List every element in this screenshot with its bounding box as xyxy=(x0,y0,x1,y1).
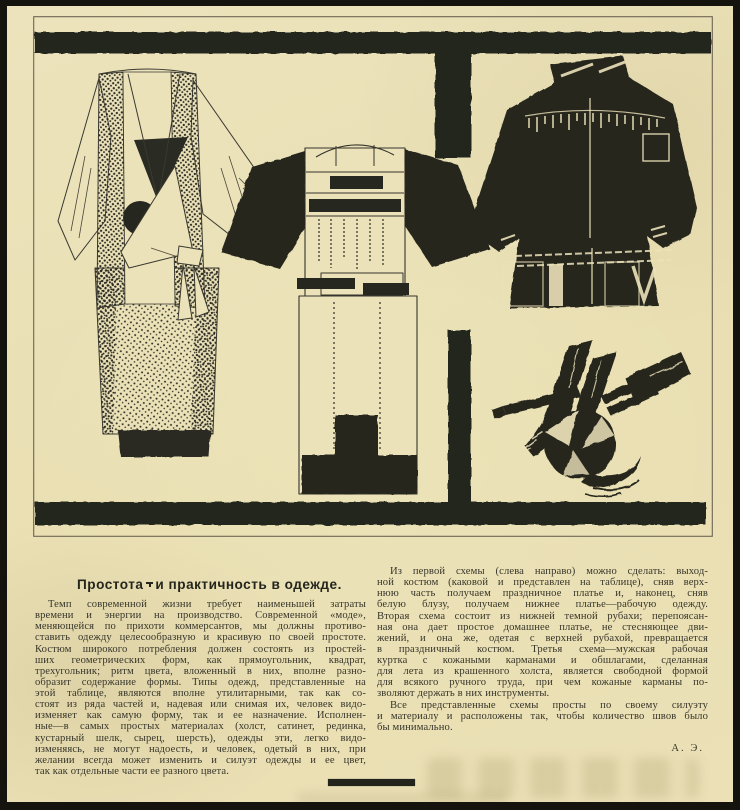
figure-work-jacket xyxy=(469,56,697,308)
text-line: Вторая схема состоит из нижней темной рубахи; перепоясан- xyxy=(377,610,708,622)
beret-icon xyxy=(544,410,641,496)
text-line: ной костюм (каковой и представлен на таблице), сняв верх- xyxy=(377,577,708,589)
text-line: ная она дает простое домашнее платье, не стесняющее дви- xyxy=(377,621,708,633)
bleed-through-ghost xyxy=(297,792,507,802)
text-line: нюю часть получаем праздничное платье и, наконец, сняв xyxy=(377,588,708,600)
proofreading-mark-icon xyxy=(146,579,153,586)
paragraph xyxy=(377,566,708,700)
text-line: жений, и она же, одетая с верхней рубахой, превращается xyxy=(377,632,708,644)
text-line: желании всегда может изменить и силуэт одежды и ее цвет, xyxy=(35,754,366,766)
fashion-plate xyxy=(33,16,713,537)
text-line: трехугольник; ритм цвета, вложенный в них, вполне разно- xyxy=(35,665,366,677)
text-line: изменяясь, не могут надоесть, и человек, одетый в них, при xyxy=(35,743,366,755)
paragraph xyxy=(377,700,708,733)
text-line: образит содержание формы. Типы одежд, представленные на xyxy=(35,676,366,688)
text-line: для всякого ручного труда, при чем кожаные карманы по- xyxy=(377,677,708,689)
article-title-part1: Простота xyxy=(77,577,144,592)
text-line: Темп современной жизни требует наименьшей затраты xyxy=(48,599,366,610)
ink-bar-separator xyxy=(328,779,415,786)
text-line: ших геометрических форм, как прямоугольник, квадрат, xyxy=(35,654,366,666)
text-line: Все представленные схемы просты по своему силуэту xyxy=(390,699,708,711)
text-line: меняющейся по прихоти коммерсантов, мы должны противо- xyxy=(35,621,366,633)
text-line: зволяют держать в них инструменты. xyxy=(377,688,550,700)
text-line: и материалу и расположены так, чтобы количество швов было xyxy=(377,710,708,722)
text-line: времени и энергии на производство. Современной «моде», xyxy=(35,610,366,622)
fashion-plate-svg xyxy=(33,16,713,537)
text-line: Костюм широкого потребления должен состоять из простей- xyxy=(35,643,366,655)
text-line: так как отдельные части ее разного цвета. xyxy=(35,765,229,777)
text-column-right xyxy=(377,566,708,754)
paragraph xyxy=(35,599,366,777)
article-title xyxy=(77,577,377,592)
paper-page xyxy=(7,6,733,802)
text-line: белую блузу, получаем нижнее платье—рабочую одежду. xyxy=(377,599,708,611)
text-column-left xyxy=(35,599,366,777)
article-title-part2: и практичность в одежде. xyxy=(155,577,342,592)
text-line: изменяет как самую форму, так и ее назначение. Исполнен- xyxy=(35,710,366,722)
text-line: Из первой схемы (слева направо) можно сделать: выход- xyxy=(390,566,708,577)
text-line: в праздничный костюм. Третья схема—мужская рабочая xyxy=(377,643,708,655)
text-line: куртка с кожаными карманами и обшлагами, сделанная xyxy=(377,655,708,666)
author-initials: А. Э. xyxy=(671,742,704,754)
cap-icon xyxy=(601,352,691,416)
text-line: этой таблице, являются вполне утилитарными, так как со- xyxy=(35,688,366,699)
text-line: для лета из крашенного холста, является свободной формой xyxy=(377,666,708,678)
text-line: кустарный шелк, сырец, шерсть), одежды эти, легко видо- xyxy=(35,732,366,744)
figure-accessories xyxy=(492,340,691,496)
text-line: ставить одежду целесообразную и красивую по своей простоте. xyxy=(35,632,366,644)
text-line: стоят из ряда частей и, надевая или снимая их, человек видо- xyxy=(35,699,366,711)
text-line: бы минимально. xyxy=(377,721,453,733)
figure-wrap-dress xyxy=(58,69,271,457)
text-line: ные—в самых простых материалах (холст, сатинет, рединка, xyxy=(35,721,366,733)
